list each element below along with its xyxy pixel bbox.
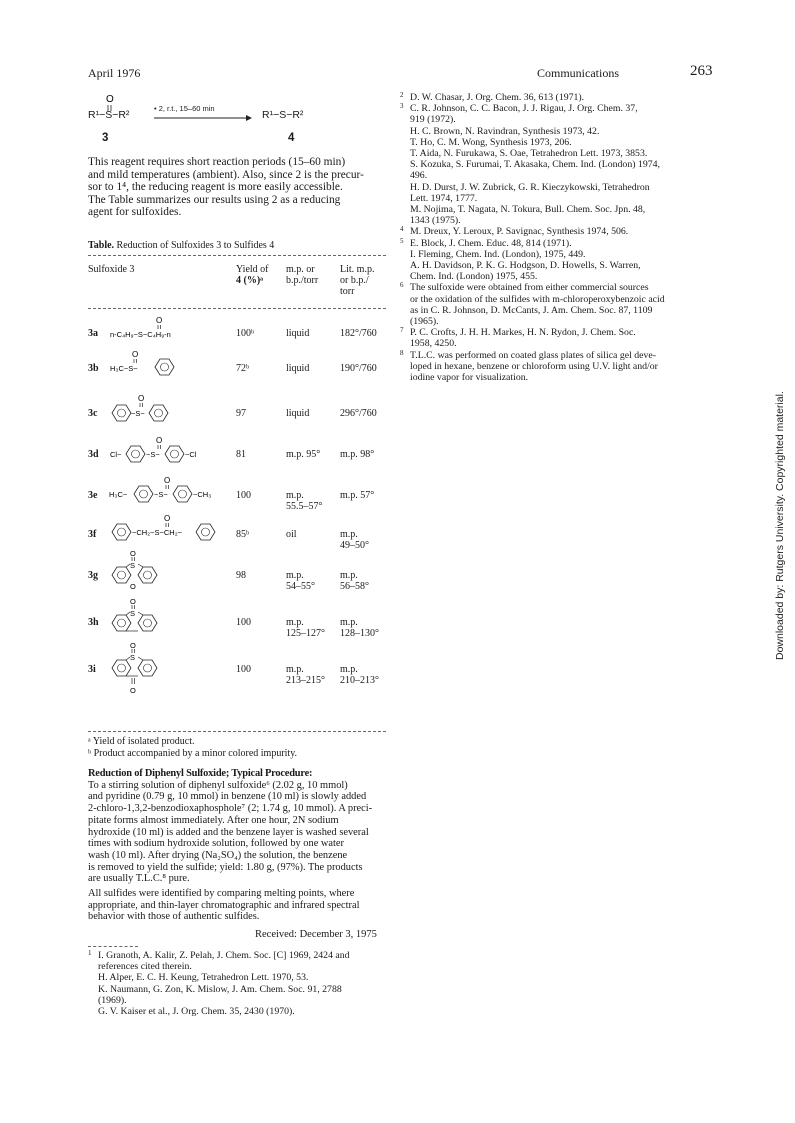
svg-text:H₃C−S−: H₃C−S− <box>110 364 138 373</box>
scheme-reagent: • 2, r.t., 15–60 min <box>154 104 215 113</box>
reference-number: 3 <box>400 102 404 111</box>
lit-cell: 296°/760 <box>340 408 377 419</box>
procedure-line: wash (10 ml). After drying (Na₂SO₄) the solution, the benzene <box>88 849 348 861</box>
svg-text:−S−: −S− <box>154 490 168 499</box>
row-id: 3c <box>88 408 98 419</box>
mp-cell <box>286 570 315 592</box>
lit-line: m.p. <box>340 570 358 581</box>
yield-cell: 100 <box>236 664 251 675</box>
table-footnote: ᵇ Product accompanied by a minor colored impurity. <box>88 747 298 759</box>
lit-line: m.p. <box>340 617 358 628</box>
scheme-product: R¹−S−R² <box>262 109 304 121</box>
lit-line: m.p. <box>340 529 358 540</box>
svg-text:Cl−: Cl− <box>110 450 122 459</box>
reference-7 <box>400 327 710 349</box>
mp-cell: liquid <box>286 408 310 419</box>
reference-line: 496. <box>410 170 428 182</box>
mp-line: m.p. <box>286 664 304 675</box>
structure-3f <box>108 512 233 542</box>
conclusion-line: All sulfides were identified by comparing melting points, where <box>88 888 355 899</box>
svg-text:O: O <box>106 94 114 105</box>
structure-3c-graphic <box>108 392 228 422</box>
row-id: 3b <box>88 363 99 374</box>
reference-line: or the oxidation of the sulfides with m-chloroperoxybenzoic acid <box>410 293 665 305</box>
structure-3g-graphic <box>108 548 188 594</box>
col-header-lit <box>340 264 374 297</box>
reference-line: 919 (1972). <box>410 114 456 126</box>
table-caption-label: Table. <box>88 240 115 251</box>
references-right <box>400 92 710 383</box>
reference-line: Lett. 1974, 1777. <box>410 192 478 204</box>
conclusion-line: appropriate, and thin-layer chromatographic and infrared spectral <box>88 899 360 911</box>
intro-line: agent for sulfoxides. <box>88 206 182 219</box>
procedure-title: Reduction of Diphenyl Sulfoxide; Typical Procedure: <box>88 768 313 779</box>
lit-line: 56–58° <box>340 581 369 592</box>
reference-line: H. Alper, E. C. H. Keung, Tetrahedron Lett. 1970, 53. <box>98 972 309 984</box>
header-section: Communications <box>537 66 619 80</box>
svg-text:O: O <box>164 476 171 485</box>
mp-cell <box>286 617 325 639</box>
reference-8 <box>400 350 710 384</box>
mp-line: 125–127° <box>286 628 325 639</box>
lit-line: m.p. <box>340 664 358 675</box>
intro-paragraph <box>88 156 388 219</box>
row-id: 3f <box>88 529 97 540</box>
structure-3h-graphic <box>108 596 188 636</box>
reference-line: E. Block, J. Chem. Educ. 48, 814 (1971). <box>410 237 572 249</box>
procedure-line: times with sodium hydroxide solution, followed by one water <box>88 838 344 850</box>
procedure-line: 2-chloro-1,3,2-benzodioxaphosphole⁷ (2; 1.74 g, 10 mmol). A preci- <box>88 803 373 815</box>
reference-1 <box>88 950 390 1017</box>
lit-cell: m.p. 98° <box>340 449 375 460</box>
reaction-scheme <box>86 88 376 150</box>
mp-cell <box>286 664 325 686</box>
col-header-yield-line: 4 (%)ᵃ <box>236 275 264 286</box>
reference-line: I. Fleming, Chem. Ind. (London), 1975, 449. <box>410 248 586 260</box>
reference-line: T. Aida, N. Furukawa, S. Oae, Tetrahedron Lett. 1973, 3853. <box>410 148 648 160</box>
reference-number: 2 <box>400 91 404 99</box>
col-header-yield-line: Yield of <box>236 264 269 275</box>
procedure-section <box>88 768 390 885</box>
reference-line: The sulfoxide were obtained from either commercial sources <box>410 282 649 294</box>
lit-cell <box>340 570 369 592</box>
procedure-line: hydroxide (10 ml) is added and the benzene layer is washed several <box>88 826 369 838</box>
svg-text:−CH₃: −CH₃ <box>193 490 212 499</box>
lit-line: 128–130° <box>340 628 379 639</box>
reference-line: H. C. Brown, N. Ravindran, Synthesis 1973, 42. <box>410 125 600 137</box>
structure-3b-graphic <box>108 348 228 376</box>
table-bottom-rule <box>88 731 386 732</box>
mp-cell: liquid <box>286 363 310 374</box>
download-watermark-text: Downloaded by: Rutgers University. Copyrighted material. <box>774 391 786 660</box>
col-header-lit-line: Lit. m.p. <box>340 264 375 275</box>
table-footnote: ᵃ Yield of isolated product. <box>88 736 195 747</box>
yield-cell: 100 <box>236 617 251 628</box>
yield-cell: 81 <box>236 449 246 460</box>
intro-line: sor to 1⁴, the reducing reagent is more easily accessible. <box>88 181 343 194</box>
procedure-line: are usually T.L.C.⁸ pure. <box>88 873 190 885</box>
row-id: 3i <box>88 664 96 675</box>
lit-cell: 190°/760 <box>340 363 377 374</box>
reference-line: references cited therein. <box>98 961 192 973</box>
svg-text:S: S <box>130 561 136 570</box>
reference-line: M. Dreux, Y. Leroux, P. Savignac, Synthesis 1974, 506. <box>410 226 629 238</box>
col-header-lit-line: torr <box>340 286 355 297</box>
yield-cell: 97 <box>236 408 246 419</box>
row-id: 3h <box>88 617 99 628</box>
row-id: 3e <box>88 490 98 501</box>
reference-6 <box>400 282 710 327</box>
svg-text:O: O <box>130 549 136 558</box>
reference-number: 7 <box>400 326 404 335</box>
row-id: 3a <box>88 328 98 339</box>
structure-3d-graphic <box>108 434 233 464</box>
svg-text:O: O <box>130 597 136 606</box>
table-footnotes <box>88 736 388 759</box>
page-number: 263 <box>690 63 713 79</box>
intro-line: and mild temperatures (ambient). Also, since 2 is the precur- <box>88 168 364 181</box>
scheme-product-number: 4 <box>288 132 295 144</box>
reference-line: D. W. Chasar, J. Org. Chem. 36, 613 (1971). <box>410 92 585 103</box>
svg-text:O: O <box>130 641 136 650</box>
reference-line: G. V. Kaiser et al., J. Org. Chem. 35, 2430 (1970). <box>98 1006 295 1018</box>
reference-line: C. R. Johnson, C. C. Bacon, J. J. Rigau, J. Org. Chem. 37, <box>410 103 638 115</box>
structure-3a <box>108 314 228 340</box>
scheme-reactant-number: 3 <box>102 132 109 144</box>
svg-text:−S−: −S− <box>146 450 160 459</box>
lit-line: 210–213° <box>340 675 379 686</box>
lit-line: 49–50° <box>340 540 369 551</box>
table-caption <box>88 240 274 252</box>
reference-line: I. Granoth, A. Kalir, Z. Pelah, J. Chem. Soc. [C] 1969, 2424 and <box>98 950 350 961</box>
reference-line: K. Naumann, G. Zon, K. Mislow, J. Am. Chem. Soc. 91, 2788 <box>98 983 342 995</box>
reference-line: T. Ho, C. M. Wong, Synthesis 1973, 206. <box>410 136 572 148</box>
conclusion-line: behavior with those of authentic sulfides. <box>88 911 260 923</box>
svg-text:O: O <box>138 394 145 403</box>
structure-3c <box>108 392 228 422</box>
reference-line: H. D. Durst, J. W. Zubrick, G. R. Kieczykowski, Tetrahedron <box>410 181 650 193</box>
svg-text:H₃C−: H₃C− <box>109 490 128 499</box>
mp-cell: liquid <box>286 328 310 339</box>
structure-3g <box>108 548 188 594</box>
col-header-yield <box>236 264 269 286</box>
reference-line: 1958, 4250. <box>410 338 457 350</box>
table-top-rule <box>88 255 386 256</box>
reference-4 <box>400 226 710 237</box>
svg-text:−CH₂−S−CH₂−: −CH₂−S−CH₂− <box>132 528 183 537</box>
structure-3b <box>108 348 228 376</box>
mp-line: m.p. <box>286 617 304 628</box>
sulfoxide-table <box>88 254 386 744</box>
yield-cell: 72ᵇ <box>236 363 250 374</box>
procedure-line: and pyridine (0.79 g, 10 mmol) in benzene (10 ml) is slowly added <box>88 791 367 803</box>
structure-3f-graphic <box>108 512 233 542</box>
procedure-line: is removed to yield the sulfide; yield: 1.80 g, (97%). The products <box>88 861 363 873</box>
reference-line: T.L.C. was performed on coated glass plates of silica gel deve- <box>410 349 657 361</box>
intro-line: This reagent requires short reaction periods (15–60 min) <box>88 156 346 168</box>
mp-line: m.p. <box>286 570 304 581</box>
reference-line: as in C. R. Johnson, D. McCants, J. Am. Chem. Soc. 87, 1109 <box>410 304 653 316</box>
structure-3d <box>108 434 233 464</box>
reference-line: A. H. Davidson, P. K. G. Hodgson, D. Howells, S. Warren, <box>410 260 641 272</box>
svg-text:n-C₄H₉−S−C₄H₉-n: n-C₄H₉−S−C₄H₉-n <box>110 330 171 339</box>
scheme-graphic <box>86 88 376 150</box>
lit-cell <box>340 617 379 639</box>
reference-line: iodine vapor for visualization. <box>410 372 529 384</box>
mp-cell <box>286 490 323 512</box>
reference-number: 6 <box>400 281 404 290</box>
reference-line: Chem. Ind. (London) 1975, 455. <box>410 271 538 283</box>
yield-cell: 100 <box>236 490 251 501</box>
svg-text:S: S <box>130 609 136 618</box>
structure-3a-graphic <box>108 314 228 340</box>
reference-line: S. Kozuka, S. Furumai, T. Akasaka, Chem. Ind. (London) 1974, <box>410 159 660 171</box>
reference-number: 4 <box>400 225 404 234</box>
references-left <box>88 950 390 1017</box>
structure-3i <box>108 640 188 698</box>
reference-5 <box>400 238 710 283</box>
col-header-mp <box>286 264 318 286</box>
svg-text:−S−: −S− <box>131 409 145 418</box>
reference-line: loped in hexane, benzene or chloroform using U.V. light and/or <box>410 360 658 372</box>
table-caption-text: Reduction of Sulfoxides 3 to Sulfides 4 <box>116 240 275 251</box>
intro-line: The Table summarizes our results using 2 as a reducing <box>88 193 341 206</box>
svg-text:O: O <box>130 582 136 591</box>
col-header-lit-line: or b.p./ <box>340 275 369 286</box>
col-header-sulfoxide: Sulfoxide 3 <box>88 264 135 275</box>
mp-line: 54–55° <box>286 581 315 592</box>
reference-line: P. C. Crofts, J. H. H. Markes, H. N. Rydon, J. Chem. Soc. <box>410 327 636 339</box>
reference-number: 8 <box>400 348 404 357</box>
svg-text:O: O <box>164 514 171 523</box>
lit-cell <box>340 529 369 551</box>
reference-line: 1343 (1975). <box>410 215 461 227</box>
conclusion-paragraph <box>88 888 390 923</box>
header-date: April 1976 <box>88 66 141 80</box>
procedure-line: pitate forms almost immediately. After one hour, 2N sodium <box>88 814 339 826</box>
svg-text:−Cl: −Cl <box>185 450 197 459</box>
scheme-reactant: R¹−S−R² <box>88 109 130 121</box>
structure-3i-graphic <box>108 640 188 698</box>
reference-2 <box>400 92 710 103</box>
mp-cell: m.p. 95° <box>286 449 321 460</box>
yield-cell: 98 <box>236 570 246 581</box>
table-header-rule <box>88 308 386 309</box>
svg-text:O: O <box>156 316 163 325</box>
mp-line: 213–215° <box>286 675 325 686</box>
yield-cell: 85ᵇ <box>236 529 250 540</box>
procedure-line: To a stirring solution of diphenyl sulfoxide⁶ (2.02 g, 10 mmol) <box>88 779 348 791</box>
svg-text:S: S <box>130 653 136 662</box>
lit-cell: 182°/760 <box>340 328 377 339</box>
reference-line: (1969). <box>98 994 127 1006</box>
structure-3e <box>108 474 233 504</box>
received-date: Received: December 3, 1975 <box>255 929 377 940</box>
reference-line: (1965). <box>410 316 439 328</box>
col-header-mp-line: b.p./torr <box>286 275 319 286</box>
yield-cell: 100ᵇ <box>236 328 255 339</box>
svg-text:O: O <box>156 436 163 445</box>
lit-cell: m.p. 57° <box>340 490 375 501</box>
structure-3e-graphic <box>108 474 233 504</box>
svg-text:O: O <box>132 350 139 359</box>
reference-number: 5 <box>400 236 404 245</box>
reference-line: M. Nojima, T. Nagata, N. Tokura, Bull. Chem. Soc. Jpn. 48, <box>410 204 646 216</box>
svg-text:O: O <box>130 686 136 695</box>
mp-cell: oil <box>286 529 297 540</box>
reference-3 <box>400 103 710 226</box>
structure-3h <box>108 596 188 636</box>
lit-cell <box>340 664 379 686</box>
reference-number: 1 <box>88 949 92 957</box>
row-id: 3g <box>88 570 98 581</box>
mp-line: m.p. <box>286 490 304 501</box>
row-id: 3d <box>88 449 99 460</box>
mp-line: 55.5–57° <box>286 501 323 512</box>
col-header-mp-line: m.p. or <box>286 264 315 275</box>
refs-rule <box>88 946 138 947</box>
